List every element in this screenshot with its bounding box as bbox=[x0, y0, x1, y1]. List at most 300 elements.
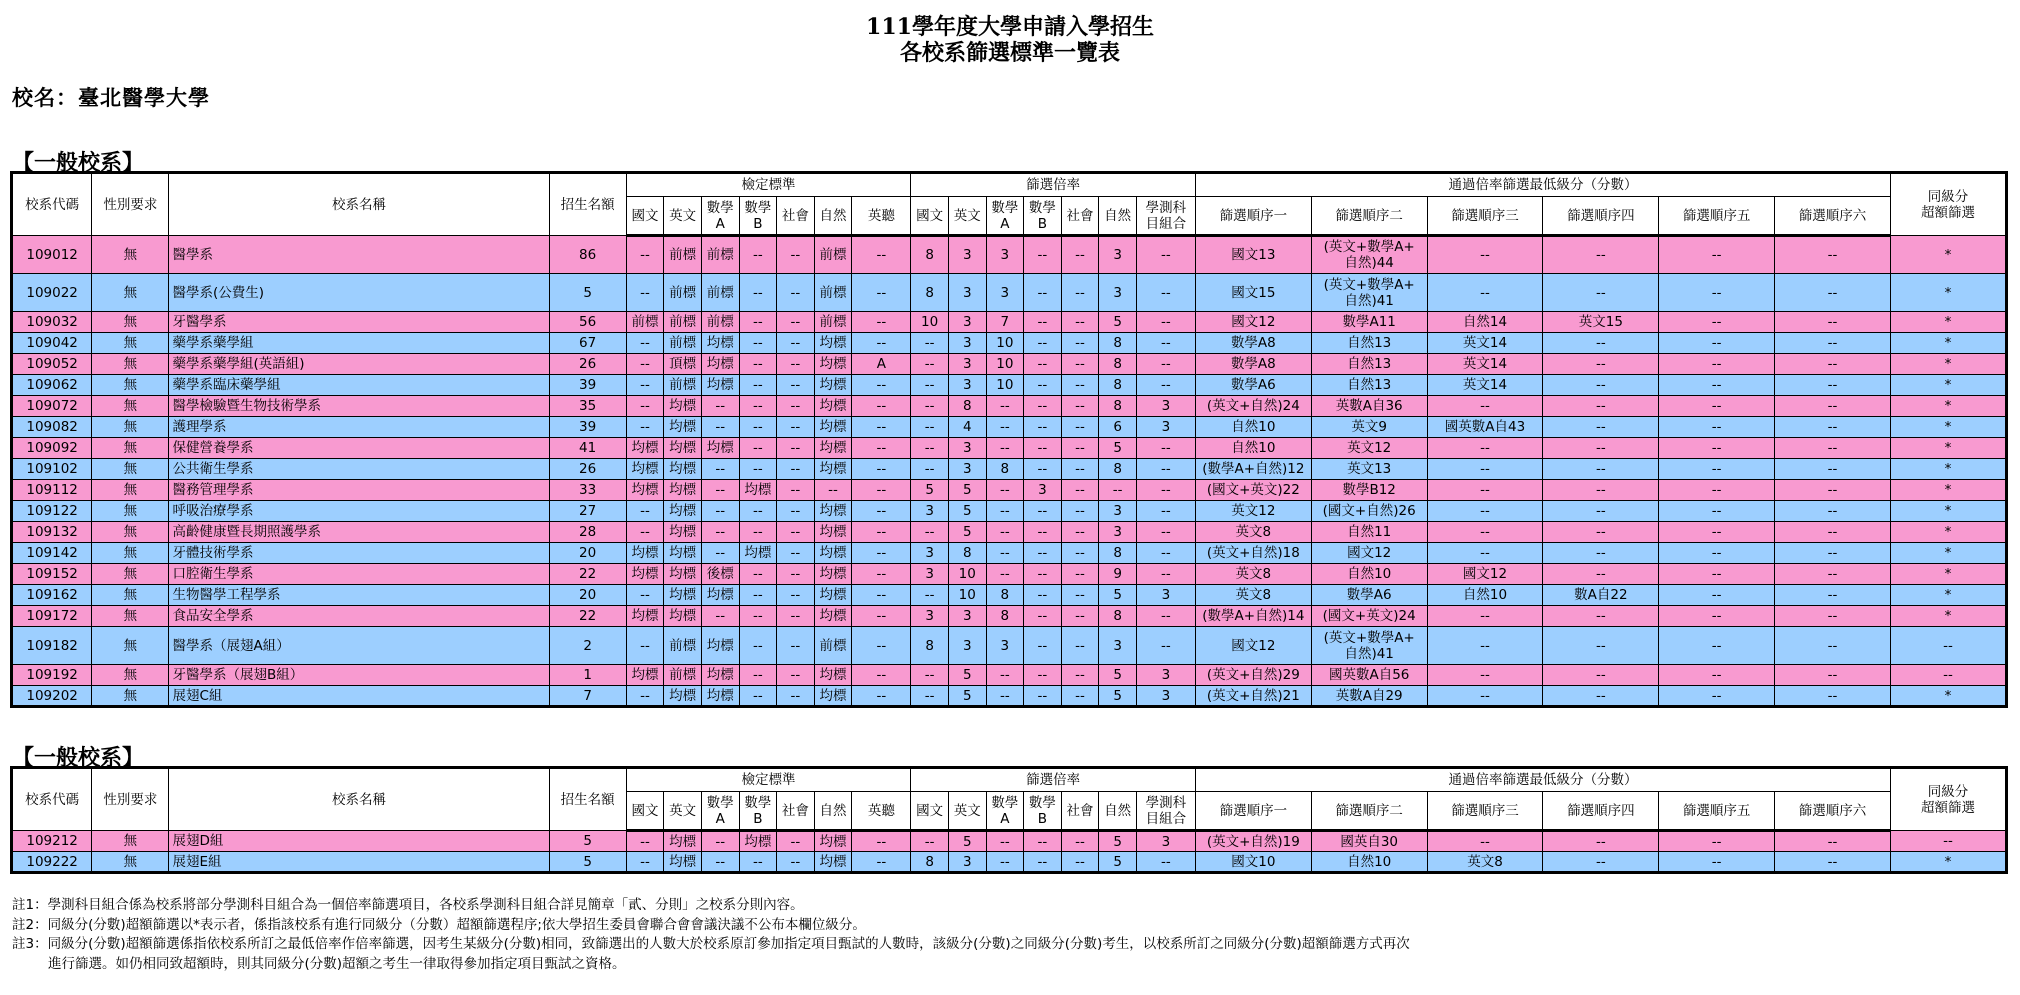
cell-multiplier: -- bbox=[1061, 852, 1099, 873]
cell-min-score: 英文9 bbox=[1311, 417, 1427, 438]
cell-multiplier: -- bbox=[1061, 312, 1099, 333]
cell-gender: 無 bbox=[92, 312, 169, 333]
cell-standard: 均標 bbox=[739, 831, 777, 852]
cell-multiplier: -- bbox=[911, 354, 949, 375]
cell-multiplier: -- bbox=[1024, 459, 1062, 480]
cell-standard: -- bbox=[777, 333, 815, 354]
cell-min-score: 國文12 bbox=[1195, 627, 1311, 665]
cell-min-score: -- bbox=[1659, 333, 1775, 354]
cell-standard: -- bbox=[777, 606, 815, 627]
header-screening-order: 篩選順序六 bbox=[1775, 197, 1891, 236]
header-code: 校系代碼 bbox=[12, 768, 92, 831]
cell-standard: -- bbox=[701, 396, 739, 417]
cell-min-score: -- bbox=[1659, 375, 1775, 396]
cell-multiplier: -- bbox=[1061, 585, 1099, 606]
cell-min-score: -- bbox=[1543, 686, 1659, 707]
cell-min-score: 自然10 bbox=[1427, 585, 1543, 606]
cell-quota: 27 bbox=[549, 501, 626, 522]
cell-multiplier: -- bbox=[1061, 627, 1099, 665]
cell-standard: -- bbox=[852, 543, 911, 564]
cell-standard: -- bbox=[739, 354, 777, 375]
header-standard-subject: 社會 bbox=[777, 197, 815, 236]
table-row bbox=[12, 312, 2007, 333]
table-row bbox=[12, 627, 2007, 665]
cell-min-score: -- bbox=[1659, 831, 1775, 852]
cell-multiplier: -- bbox=[1024, 312, 1062, 333]
cell-standard: -- bbox=[852, 236, 911, 274]
cell-min-score: 自然13 bbox=[1311, 354, 1427, 375]
cell-multiplier: -- bbox=[1136, 564, 1195, 585]
cell-min-score: 國文13 bbox=[1195, 236, 1311, 274]
cell-min-score: -- bbox=[1659, 459, 1775, 480]
cell-multiplier: 5 bbox=[948, 480, 986, 501]
cell-min-score: 英文14 bbox=[1427, 354, 1543, 375]
cell-standard: 均標 bbox=[664, 852, 702, 873]
header-quota: 招生名額 bbox=[549, 768, 626, 831]
cell-gender: 無 bbox=[92, 564, 169, 585]
header-multiplier-subject: 自然 bbox=[1099, 792, 1137, 831]
cell-standard: -- bbox=[626, 585, 664, 606]
cell-standard: -- bbox=[852, 312, 911, 333]
cell-standard: 前標 bbox=[814, 236, 852, 274]
header-screening-order: 篩選順序三 bbox=[1427, 197, 1543, 236]
cell-tie: * bbox=[1890, 606, 2006, 627]
cell-multiplier: 10 bbox=[986, 354, 1024, 375]
cell-standard: 均標 bbox=[626, 606, 664, 627]
cell-quota: 5 bbox=[549, 831, 626, 852]
header-multiplier-subject: 自然 bbox=[1099, 197, 1137, 236]
cell-standard: 頂標 bbox=[664, 354, 702, 375]
cell-standard: 均標 bbox=[814, 501, 852, 522]
cell-standard: -- bbox=[701, 831, 739, 852]
cell-multiplier: 3 bbox=[1099, 627, 1137, 665]
cell-multiplier: -- bbox=[1061, 333, 1099, 354]
cell-multiplier: -- bbox=[1061, 354, 1099, 375]
cell-code: 109192 bbox=[12, 665, 92, 686]
cell-standard: 均標 bbox=[814, 564, 852, 585]
cell-gender: 無 bbox=[92, 438, 169, 459]
cell-min-score: 數學A8 bbox=[1195, 354, 1311, 375]
cell-multiplier: -- bbox=[1024, 543, 1062, 564]
cell-tie: * bbox=[1890, 417, 2006, 438]
cell-multiplier: -- bbox=[986, 852, 1024, 873]
cell-standard: -- bbox=[852, 585, 911, 606]
cell-multiplier: -- bbox=[1061, 236, 1099, 274]
cell-min-score: -- bbox=[1775, 606, 1891, 627]
section-title-1: 【一般校系】 bbox=[12, 150, 145, 176]
cell-min-score: -- bbox=[1659, 627, 1775, 665]
cell-multiplier: 10 bbox=[986, 375, 1024, 396]
cell-multiplier: -- bbox=[1136, 459, 1195, 480]
cell-standard: -- bbox=[852, 522, 911, 543]
header-screening-order: 篩選順序三 bbox=[1427, 792, 1543, 831]
cell-min-score: -- bbox=[1775, 312, 1891, 333]
cell-multiplier: 3 bbox=[1136, 585, 1195, 606]
cell-multiplier: -- bbox=[1024, 333, 1062, 354]
cell-standard: -- bbox=[626, 396, 664, 417]
cell-standard: 均標 bbox=[664, 831, 702, 852]
cell-min-score: (英文+數學A+ 自然)41 bbox=[1311, 627, 1427, 665]
cell-min-score: -- bbox=[1659, 354, 1775, 375]
cell-gender: 無 bbox=[92, 686, 169, 707]
cell-standard: -- bbox=[777, 438, 815, 459]
cell-standard: 均標 bbox=[814, 333, 852, 354]
cell-standard: -- bbox=[852, 417, 911, 438]
cell-gender: 無 bbox=[92, 274, 169, 312]
cell-standard: -- bbox=[626, 522, 664, 543]
cell-multiplier: -- bbox=[1061, 274, 1099, 312]
cell-min-score: -- bbox=[1427, 396, 1543, 417]
cell-min-score: -- bbox=[1543, 606, 1659, 627]
header-standard-subject: 數學 A bbox=[701, 197, 739, 236]
cell-min-score: -- bbox=[1427, 480, 1543, 501]
cell-gender: 無 bbox=[92, 543, 169, 564]
cell-multiplier: -- bbox=[1024, 665, 1062, 686]
cell-standard: 均標 bbox=[664, 438, 702, 459]
cell-code: 109162 bbox=[12, 585, 92, 606]
cell-min-score: -- bbox=[1427, 543, 1543, 564]
cell-code: 109072 bbox=[12, 396, 92, 417]
cell-min-score: 英文15 bbox=[1543, 312, 1659, 333]
cell-multiplier: -- bbox=[1136, 627, 1195, 665]
cell-standard: 均標 bbox=[626, 459, 664, 480]
cell-min-score: 英文12 bbox=[1311, 438, 1427, 459]
cell-standard: 均標 bbox=[814, 852, 852, 873]
cell-tie: -- bbox=[1890, 665, 2006, 686]
cell-multiplier: -- bbox=[911, 665, 949, 686]
cell-multiplier: -- bbox=[1061, 543, 1099, 564]
table-row bbox=[12, 543, 2007, 564]
cell-code: 109212 bbox=[12, 831, 92, 852]
cell-min-score: -- bbox=[1427, 627, 1543, 665]
cell-multiplier: -- bbox=[1136, 333, 1195, 354]
cell-multiplier: 3 bbox=[911, 501, 949, 522]
cell-min-score: (英文+數學A+ 自然)44 bbox=[1311, 236, 1427, 274]
cell-standard: 均標 bbox=[814, 459, 852, 480]
cell-min-score: -- bbox=[1427, 459, 1543, 480]
cell-quota: 1 bbox=[549, 665, 626, 686]
cell-min-score: 英文8 bbox=[1195, 585, 1311, 606]
cell-standard: -- bbox=[701, 522, 739, 543]
cell-tie: * bbox=[1890, 852, 2006, 873]
table-row bbox=[12, 564, 2007, 585]
cell-multiplier: 6 bbox=[1099, 417, 1137, 438]
cell-code: 109022 bbox=[12, 274, 92, 312]
cell-standard: -- bbox=[777, 459, 815, 480]
cell-name: 展翅E組 bbox=[169, 852, 549, 873]
cell-standard: 均標 bbox=[664, 543, 702, 564]
header-standard-subject: 自然 bbox=[814, 197, 852, 236]
header-screening-order: 篩選順序四 bbox=[1543, 792, 1659, 831]
cell-multiplier: 8 bbox=[1099, 459, 1137, 480]
header-standard-group: 檢定標準 bbox=[626, 173, 911, 197]
cell-min-score: (國文+英文)24 bbox=[1311, 606, 1427, 627]
cell-min-score: -- bbox=[1775, 686, 1891, 707]
cell-code: 109092 bbox=[12, 438, 92, 459]
cell-multiplier: 3 bbox=[1099, 236, 1137, 274]
cell-tie: * bbox=[1890, 585, 2006, 606]
cell-min-score: -- bbox=[1775, 438, 1891, 459]
cell-multiplier: -- bbox=[911, 459, 949, 480]
cell-gender: 無 bbox=[92, 236, 169, 274]
cell-multiplier: 3 bbox=[1099, 522, 1137, 543]
cell-min-score: 國英自30 bbox=[1311, 831, 1427, 852]
header-multiplier-group: 篩選倍率 bbox=[911, 173, 1196, 197]
cell-standard: -- bbox=[852, 438, 911, 459]
cell-standard: -- bbox=[739, 274, 777, 312]
cell-name: 牙醫學系（展翅B組） bbox=[169, 665, 549, 686]
cell-tie: * bbox=[1890, 333, 2006, 354]
cell-multiplier: -- bbox=[986, 686, 1024, 707]
cell-name: 醫學檢驗暨生物技術學系 bbox=[169, 396, 549, 417]
cell-multiplier: -- bbox=[986, 396, 1024, 417]
cell-tie: * bbox=[1890, 274, 2006, 312]
cell-min-score: 自然14 bbox=[1427, 312, 1543, 333]
cell-min-score: -- bbox=[1427, 831, 1543, 852]
cell-standard: 前標 bbox=[664, 627, 702, 665]
cell-standard: -- bbox=[777, 686, 815, 707]
cell-standard: -- bbox=[626, 831, 664, 852]
cell-multiplier: 5 bbox=[948, 665, 986, 686]
cell-multiplier: 3 bbox=[911, 543, 949, 564]
cell-min-score: -- bbox=[1775, 543, 1891, 564]
cell-standard: 均標 bbox=[814, 396, 852, 417]
cell-min-score: -- bbox=[1775, 236, 1891, 274]
header-standard-group: 檢定標準 bbox=[626, 768, 911, 792]
cell-multiplier: 5 bbox=[948, 686, 986, 707]
cell-min-score: -- bbox=[1543, 417, 1659, 438]
footnotes bbox=[12, 896, 1410, 974]
cell-name: 食品安全學系 bbox=[169, 606, 549, 627]
cell-min-score: (英文+自然)19 bbox=[1195, 831, 1311, 852]
cell-min-score: 英文8 bbox=[1427, 852, 1543, 873]
cell-multiplier: -- bbox=[1061, 501, 1099, 522]
cell-standard: -- bbox=[701, 417, 739, 438]
cell-min-score: -- bbox=[1659, 236, 1775, 274]
cell-min-score: -- bbox=[1659, 585, 1775, 606]
cell-standard: -- bbox=[852, 501, 911, 522]
header-screening-order: 篩選順序五 bbox=[1659, 197, 1775, 236]
cell-standard: -- bbox=[626, 852, 664, 873]
cell-name: 醫學系 bbox=[169, 236, 549, 274]
cell-min-score: -- bbox=[1659, 606, 1775, 627]
cell-min-score: 英文8 bbox=[1195, 522, 1311, 543]
cell-multiplier: 3 bbox=[1136, 417, 1195, 438]
cell-min-score: (英文+自然)18 bbox=[1195, 543, 1311, 564]
cell-standard: -- bbox=[739, 459, 777, 480]
cell-name: 公共衛生學系 bbox=[169, 459, 549, 480]
header-standard-subject: 數學 B bbox=[739, 792, 777, 831]
cell-multiplier: 5 bbox=[1099, 585, 1137, 606]
header-screening-order: 篩選順序六 bbox=[1775, 792, 1891, 831]
cell-min-score: -- bbox=[1775, 375, 1891, 396]
cell-standard: -- bbox=[852, 480, 911, 501]
cell-min-score: -- bbox=[1543, 543, 1659, 564]
cell-min-score: (英文+數學A+ 自然)41 bbox=[1311, 274, 1427, 312]
cell-name: 高齡健康暨長期照護學系 bbox=[169, 522, 549, 543]
cell-standard: -- bbox=[739, 396, 777, 417]
cell-multiplier: 3 bbox=[948, 852, 986, 873]
table-row bbox=[12, 354, 2007, 375]
cell-multiplier: 5 bbox=[911, 480, 949, 501]
cell-standard: -- bbox=[739, 665, 777, 686]
cell-min-score: -- bbox=[1659, 438, 1775, 459]
header-multiplier-subject: 國文 bbox=[911, 197, 949, 236]
cell-standard: 後標 bbox=[701, 564, 739, 585]
cell-quota: 26 bbox=[549, 354, 626, 375]
table-row bbox=[12, 501, 2007, 522]
cell-multiplier: -- bbox=[986, 480, 1024, 501]
cell-standard: 前標 bbox=[664, 665, 702, 686]
cell-name: 醫學系（展翅A組） bbox=[169, 627, 549, 665]
cell-standard: 均標 bbox=[701, 585, 739, 606]
cell-multiplier: -- bbox=[1024, 606, 1062, 627]
cell-code: 109052 bbox=[12, 354, 92, 375]
cell-tie: * bbox=[1890, 564, 2006, 585]
header-multiplier-subject: 國文 bbox=[911, 792, 949, 831]
cell-standard: 均標 bbox=[739, 543, 777, 564]
cell-multiplier: -- bbox=[1024, 438, 1062, 459]
cell-multiplier: 3 bbox=[948, 354, 986, 375]
cell-standard: -- bbox=[777, 627, 815, 665]
cell-min-score: -- bbox=[1775, 564, 1891, 585]
header-tie-screening: 同級分 超額篩選 bbox=[1890, 768, 2006, 831]
table-row bbox=[12, 686, 2007, 707]
cell-standard: 均標 bbox=[701, 375, 739, 396]
cell-standard: -- bbox=[739, 312, 777, 333]
cell-min-score: 自然10 bbox=[1195, 417, 1311, 438]
cell-multiplier: 3 bbox=[948, 375, 986, 396]
cell-standard: 均標 bbox=[664, 459, 702, 480]
cell-standard: 均標 bbox=[814, 438, 852, 459]
cell-min-score: -- bbox=[1543, 665, 1659, 686]
cell-standard: -- bbox=[777, 501, 815, 522]
cell-multiplier: -- bbox=[1024, 686, 1062, 707]
cell-standard: 前標 bbox=[701, 274, 739, 312]
note-2: 註2：同級分(分數)超額篩選以*表示者，係指該校系有進行同級分（分數）超額篩選程序;依大學招生委員會聯合會會議決議不公布本欄位級分。 bbox=[12, 916, 866, 933]
cell-tie: * bbox=[1890, 522, 2006, 543]
cell-standard: -- bbox=[626, 354, 664, 375]
header-gender: 性別要求 bbox=[92, 768, 169, 831]
cell-min-score: -- bbox=[1543, 459, 1659, 480]
cell-multiplier: 3 bbox=[948, 236, 986, 274]
cell-standard: 均標 bbox=[664, 417, 702, 438]
cell-multiplier: -- bbox=[1061, 606, 1099, 627]
cell-standard: -- bbox=[852, 852, 911, 873]
cell-multiplier: -- bbox=[1099, 480, 1137, 501]
cell-min-score: -- bbox=[1775, 354, 1891, 375]
cell-standard: 均標 bbox=[739, 480, 777, 501]
cell-name: 生物醫學工程學系 bbox=[169, 585, 549, 606]
cell-multiplier: 3 bbox=[1099, 501, 1137, 522]
cell-name: 呼吸治療學系 bbox=[169, 501, 549, 522]
cell-multiplier: 3 bbox=[948, 627, 986, 665]
cell-code: 109012 bbox=[12, 236, 92, 274]
cell-tie: * bbox=[1890, 501, 2006, 522]
cell-code: 109122 bbox=[12, 501, 92, 522]
cell-standard: 均標 bbox=[626, 543, 664, 564]
table-row bbox=[12, 585, 2007, 606]
cell-multiplier: -- bbox=[1024, 585, 1062, 606]
cell-min-score: -- bbox=[1543, 274, 1659, 312]
table-row bbox=[12, 438, 2007, 459]
header-multiplier-subject: 社會 bbox=[1061, 792, 1099, 831]
header-minscore-group: 通過倍率篩選最低級分（分數） bbox=[1195, 173, 1890, 197]
cell-multiplier: 8 bbox=[911, 236, 949, 274]
cell-min-score: 數學B12 bbox=[1311, 480, 1427, 501]
cell-multiplier: 8 bbox=[986, 606, 1024, 627]
cell-standard: 前標 bbox=[701, 312, 739, 333]
cell-multiplier: 5 bbox=[948, 522, 986, 543]
cell-multiplier: -- bbox=[1024, 354, 1062, 375]
cell-standard: -- bbox=[739, 686, 777, 707]
cell-standard: -- bbox=[777, 312, 815, 333]
cell-standard: -- bbox=[852, 333, 911, 354]
cell-multiplier: 5 bbox=[1099, 665, 1137, 686]
cell-standard: 前標 bbox=[814, 312, 852, 333]
cell-standard: -- bbox=[852, 686, 911, 707]
cell-multiplier: -- bbox=[986, 501, 1024, 522]
cell-min-score: (數學A+自然)12 bbox=[1195, 459, 1311, 480]
cell-quota: 39 bbox=[549, 375, 626, 396]
cell-min-score: 國文12 bbox=[1311, 543, 1427, 564]
cell-multiplier: 3 bbox=[1136, 665, 1195, 686]
cell-multiplier: -- bbox=[1061, 522, 1099, 543]
cell-standard: -- bbox=[852, 396, 911, 417]
cell-multiplier: 8 bbox=[1099, 396, 1137, 417]
cell-multiplier: -- bbox=[1024, 831, 1062, 852]
cell-multiplier: -- bbox=[1024, 396, 1062, 417]
table-row bbox=[12, 236, 2007, 274]
cell-standard: A bbox=[852, 354, 911, 375]
cell-min-score: -- bbox=[1659, 686, 1775, 707]
cell-min-score: -- bbox=[1543, 831, 1659, 852]
cell-multiplier: -- bbox=[911, 333, 949, 354]
cell-code: 109152 bbox=[12, 564, 92, 585]
header-multiplier-subject: 英文 bbox=[948, 197, 986, 236]
cell-standard: -- bbox=[626, 501, 664, 522]
cell-code: 109222 bbox=[12, 852, 92, 873]
cell-min-score: -- bbox=[1659, 274, 1775, 312]
cell-standard: 前標 bbox=[814, 627, 852, 665]
cell-min-score: (英文+自然)29 bbox=[1195, 665, 1311, 686]
table-row bbox=[12, 333, 2007, 354]
cell-standard: -- bbox=[739, 585, 777, 606]
cell-multiplier: 8 bbox=[948, 396, 986, 417]
cell-min-score: 國英數A自43 bbox=[1427, 417, 1543, 438]
cell-multiplier: 8 bbox=[1099, 606, 1137, 627]
cell-multiplier: -- bbox=[1061, 375, 1099, 396]
cell-multiplier: -- bbox=[1024, 274, 1062, 312]
header-minscore-group: 通過倍率篩選最低級分（分數） bbox=[1195, 768, 1890, 792]
cell-multiplier: 3 bbox=[1136, 686, 1195, 707]
cell-name: 保健營養學系 bbox=[169, 438, 549, 459]
cell-gender: 無 bbox=[92, 396, 169, 417]
cell-min-score: 自然10 bbox=[1311, 564, 1427, 585]
cell-min-score: (英文+自然)24 bbox=[1195, 396, 1311, 417]
table-row bbox=[12, 480, 2007, 501]
table-row bbox=[12, 522, 2007, 543]
cell-quota: 5 bbox=[549, 852, 626, 873]
cell-standard: 均標 bbox=[664, 686, 702, 707]
cell-standard: 均標 bbox=[664, 480, 702, 501]
cell-multiplier: 3 bbox=[948, 333, 986, 354]
cell-multiplier: 3 bbox=[986, 627, 1024, 665]
cell-standard: 均標 bbox=[626, 665, 664, 686]
cell-standard: -- bbox=[739, 438, 777, 459]
cell-name: 口腔衛生學系 bbox=[169, 564, 549, 585]
cell-multiplier: 8 bbox=[1099, 375, 1137, 396]
